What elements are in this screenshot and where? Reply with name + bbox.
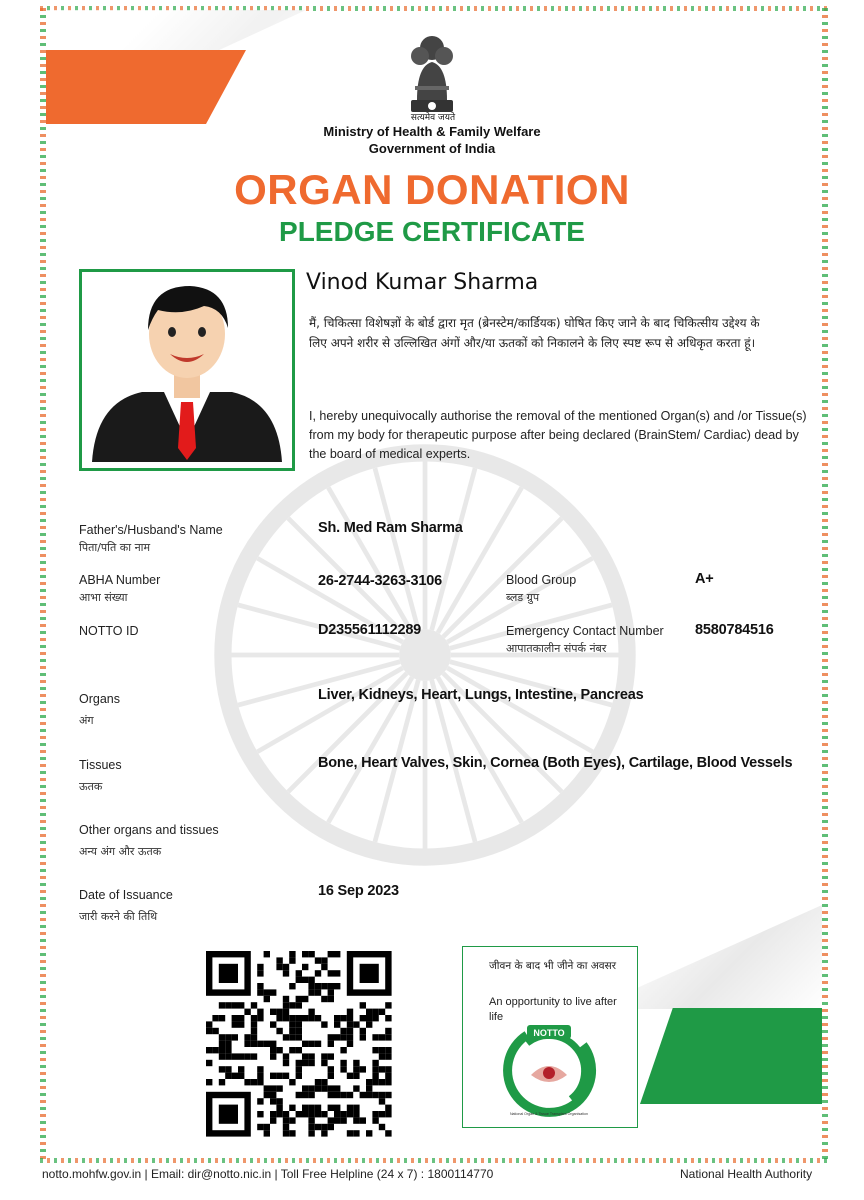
emblem-motto: सत्यमेव जयते [410, 113, 456, 123]
avatar [82, 272, 292, 468]
emergency-contact-label: Emergency Contact Number आपातकालीन संपर्क नंबर [506, 624, 664, 655]
emergency-contact-value: 8580784516 [695, 622, 774, 638]
ministry-line: Ministry of Health & Family Welfare [323, 124, 541, 139]
government-line: Government of India [368, 141, 496, 156]
notto-logo-text: NOTTO [533, 1028, 565, 1038]
national-emblem-icon [403, 26, 461, 118]
notto-logo-caption: National Organ & Tissue Transplant Organisation [509, 1112, 589, 1116]
other-organs-label: Other organs and tissues अन्य अंग और ऊतक [79, 823, 219, 858]
footer-contact: notto.mohfw.gov.in | Email: dir@notto.nic.in | Toll Free Helpline (24 x 7) : 1800114770 [42, 1167, 494, 1181]
father-label: Father's/Husband's Name पिता/पति का नाम [79, 523, 223, 554]
pledge-text-hindi: मैं, चिकित्सा विशेषज्ञों के बोर्ड द्वारा मृत (ब्रेनस्टेम/कार्डियक) घोषित किए जाने के बाद चिकित्सीय उद्देश्य के लिए अपने शरीर से उल्लिखित अंगों और/या ऊतकों को निकालने के लिए स्पष्ट रूप से अधिकृत करता हूं। [309, 316, 760, 350]
pledge-text-english: I, hereby unequivocally authorise the removal of the mentioned Organ(s) and /or Tissue(s) from my body for therapeutic purpose after being declared (BrainStem/ Cardiac) dead by the board of medical experts. [309, 409, 807, 461]
abha-value: 26-2744-3263-3106 [318, 573, 442, 589]
decorative-border-bottom [40, 1158, 828, 1163]
organs-label: Organs अंग [79, 692, 120, 727]
blood-group-value: A+ [695, 571, 714, 587]
notto-id-value: D235561112289 [318, 622, 422, 638]
saffron-band [46, 50, 246, 124]
notto-id-label: NOTTO ID [79, 624, 139, 638]
tagline-english: An opportunity to live after life [489, 996, 617, 1023]
father-value: Sh. Med Ram Sharma [318, 520, 463, 536]
notto-logo-card [462, 946, 638, 1128]
date-value: 16 Sep 2023 [318, 883, 399, 899]
organs-value: Liver, Kidneys, Heart, Lungs, Intestine, Pancreas [318, 687, 644, 703]
green-band [640, 1008, 822, 1104]
page-title: ORGAN DONATION [234, 166, 630, 213]
pledger-photo [79, 269, 295, 471]
qr-code-icon [190, 935, 408, 1153]
tissues-value: Bone, Heart Valves, Skin, Cornea (Both Eyes), Cartilage, Blood Vessels [318, 755, 793, 771]
page-subtitle: PLEDGE CERTIFICATE [279, 216, 585, 247]
notto-logo-icon [497, 1023, 601, 1123]
blood-group-label: Blood Group ब्लड ग्रुप [506, 573, 577, 604]
date-label: Date of Issuance जारी करने की तिथि [79, 888, 173, 923]
tissues-label: Tissues ऊतक [79, 758, 122, 793]
footer-authority: National Health Authority [680, 1167, 813, 1181]
abha-label: ABHA Number आभा संख्या [79, 573, 161, 604]
qr-code[interactable] [190, 935, 408, 1153]
pledger-name: Vinod Kumar Sharma [306, 270, 539, 295]
tagline-hindi: जीवन के बाद भी जीने का अवसर [489, 960, 617, 972]
